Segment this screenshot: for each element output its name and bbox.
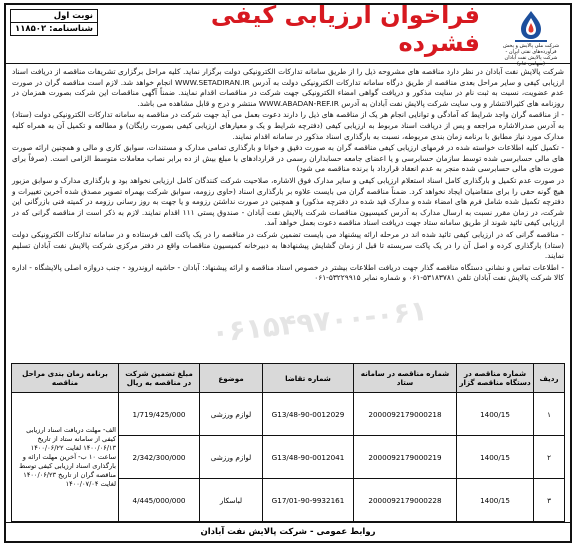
- cell-request-number: 48-90-0012029/G13: [263, 393, 354, 436]
- tenders-table: [11, 363, 565, 522]
- cell-subject: لوازم ورزشی: [200, 393, 263, 436]
- cell-row-number: ۲: [534, 436, 565, 479]
- footer-signature: روابط عمومی - شرکت پالایش نفت آبادان: [6, 522, 570, 541]
- logo-text: شرکت ملی پالایش و پخش فرآورده‌های نفتی ایران - شرکت پالایش نفت آبادان (سهامی عام): [502, 43, 560, 67]
- col-header-guarantee: مبلغ تضمین شرکت در مناقصه به ریال: [119, 364, 200, 393]
- notice-turn: نوبت اول: [11, 10, 97, 23]
- paragraph-guarantee: - مناقصه گرانی که در ارزیابی کیفی تائید شده اند در مرحله ارائه پیشنهاد می بایست تضمین شرکت در مناقصه را در یک پاکت الف فرستاده و در سامانه تدارکات الکترونیکی دولت (ستاد) بارگذاری کرده و اصل آن را در یک پاکت سربسته تا قبل از زمان گشایش پیشنهادها به دبیرخانه کمیسیون مناقصات واقع در دفتر مرکزی شرکت پالایش نفت آبادان تسلیم نمایند.: [12, 229, 564, 261]
- cell-request-number: 48-90-0012041/G13: [263, 436, 354, 479]
- cell-setad-number: 2000092179000219: [354, 436, 457, 479]
- paragraph-contact: - اطلاعات تماس و نشانی دستگاه مناقصه گذار جهت دریافت اطلاعات بیشتر در خصوص اسناد مناقصه و ارائه پیشنهاد: آبادان - حاشیه اروندرود - جنب دروازه اصلی پالایشگاه - اداره کالا شرکت پالایش نفت آبادان تلفن ۵۳۱۸۳۷۸۱-۰۶۱ و شماره نمابر ۵۳۲۲۹۹۱۵-۰۶۱: [12, 262, 564, 283]
- paragraph-intro: شرکت پالایش نفت آبادان در نظر دارد مناقصه های مشروحه ذیل را از طریق سامانه تدارکات الکترونیکی دولت برگزار نماید. کلیه مراحل برگزاری تشریفات مناقصه از دریافت اسناد ارزیابی کیفی و سایر مراحل بعدی مناقصه از طریق درگاه سامانه تدارکات الکترونیکی دولت به آدرس WWW.SETADIRAN.IR انجام خواهد شد. لازم است مناقصه گران در صورت عدم عضویت، نسبت به ثبت نام در سایت مذکور و دریافت گواهی امضاء الکترونیکی جهت شرکت در مناقصات اقدام نمایند. ضمناً آگهی مناقصات این شرکت بصورت همزمان در روزنامه های کثیرالانتشار و وب سایت شرکت پالایش نفت آبادان به آدرس WWW.ABADAN-REF.IR منتشر و درج و قابل مشاهده می باشد.: [12, 67, 565, 108]
- cell-guarantee: 1/719/425/000: [119, 393, 200, 436]
- watermark-text: ۰۶۱۵۴۹۷۰۰-۰۶۱: [209, 293, 429, 350]
- title-wrap: [126, 1, 480, 57]
- col-header-schedule: برنامه زمان بندی مراحل مناقصه: [12, 364, 119, 393]
- cell-tender-number: 1400/15: [457, 479, 534, 522]
- col-header-row-number: ردیف: [534, 364, 565, 393]
- col-header-request-number: شماره تقاضا: [263, 364, 354, 393]
- cell-setad-number: 2000092179000218: [354, 393, 457, 436]
- col-header-setad-number: شماره مناقصه در سامانه ستاد: [354, 364, 457, 393]
- notice-box: [10, 9, 98, 36]
- cell-schedule: الف- مهلت دریافت اسناد ارزیابی کیفی از سامانه ستاد از تاریخ ۱۴۰۰/۰۶/۱۳ لغایت ۱۴۰۰/۰۶/۲۲ ساعت ۱۰ ب- آخرین مهلت ارائه و بارگذاری اسناد ارزیابی کیفی توسط مناقصه گران از تاریخ ۱۴۰۰/۰۶/۲۳ لغایت ۱۴۰۰/۰۷/۰۴: [12, 393, 119, 522]
- paragraph-requirements: - تکمیل کلیه اطلاعات خواسته شده در فرمهای ارزیابی کیفی مناقصه گران به صورت دقیق و خوانا و بارگذاری تمامی مدارک و مستندات، سوابق کاری و مالی و همچنین ارائه صورت های مالی حسابرسی شده توسط سازمان حسابرسی و یا اعضای جامعه حسابداران رسمی در قراردادهای با مبلغ بیش از ده برابر نصاب معاملات متوسط الزامی است. (صرفاً برای صورت های مالی حسابرسی شده منجر به عدم انعقاد قرارداد با برنده مناقصه می شود): [12, 143, 564, 174]
- paragraph-documents: در صورت عدم تکمیل و بارگذاری کامل اسناد استعلام ارزیابی کیفی و سایر مدارک فوق الاشاره، صلاحیت شرکت کنندگان کامل ارزیابی نخواهد بود و بارگذاری مدارک و سوابق مزبور هیچ گونه حقی را برای متقاضیان ایجاد نخواهد کرد. ضمناً مناقصه گران می بایست علاوه بر بارگذاری اسناد (حاوی رزومه، سوابق شرکت بهمراه تصویر مصدق شده آخرین تغییرات و دفترچه تکمیل شده شامل فرم های امضاء شده و مدارک قید شده در دفترچه مذکور) و همچنین در صورت نداشتن رزومه و یا جهت به روز رسانی رزومه در کمیته فنی بازرگانی این شرکت، در زمان مقرر نسبت به ارسال مدارک به آدرس کمیسیون مناقصات شرکت پالایش نفت آبادان - صندوق پستی ۱۱۱ اقدام نمایند. لازم به ذکر است از مناقصه گرانی که در ارزیابی کیفی تائید شوند از طریق سامانه ستاد جهت دریافت اسناد مناقصه دعوت بعمل خواهد آمد.: [12, 175, 565, 228]
- refinery-logo-icon: [511, 9, 551, 43]
- notice-number: شناسنامه: ۱۱۸۵۰۲: [15, 24, 93, 34]
- table-header-row: [12, 364, 565, 393]
- cell-subject: لباسکار: [200, 479, 263, 522]
- cell-subject: لوازم ورزشی: [200, 436, 263, 479]
- cell-setad-number: 2000092179000228: [354, 479, 457, 522]
- announcement-body: [12, 67, 564, 285]
- cell-guarantee: 4/445/000/000: [119, 479, 200, 522]
- cell-tender-number: 1400/15: [457, 393, 534, 436]
- page-title: فراخوان ارزیابی کیفی فشرده: [210, 1, 480, 57]
- advertisement-page: [4, 3, 572, 543]
- header: [6, 1, 570, 67]
- col-header-tender-number: شماره مناقصه در دستگاه مناقصه گزار: [457, 364, 534, 393]
- cell-row-number: ۳: [534, 479, 565, 522]
- paragraph-invitation: - از مناقصه گران واجد شرایط که آمادگی و توانایی انجام هر یک از مناقصه های ذیل را دارند دعوت بعمل می آید جهت شرکت در مناقصه به سامانه تدارکات الکترونیکی دولت (ستاد) به آدرس صدرالاشاره مراجعه و پس از دریافت اسناد مربوط به ارزیابی کیفی (دفترچه شرایط و یک و معیارهای ارزیابی کیفی بصورت رایگان) و مطالعه و تکمیل آن به همراه کلیه مدارک مورد نیاز مطابق با برنامه زمان بندی مربوطه، نسبت به بارگذاری اسناد مذکور در سامانه اقدام نمایند.: [12, 110, 564, 141]
- table-row: [12, 393, 565, 436]
- cell-tender-number: 1400/15: [457, 436, 534, 479]
- cell-request-number: 01-90-9932161/G17: [263, 479, 354, 522]
- col-header-subject: موضوع: [200, 364, 263, 393]
- cell-guarantee: 2/342/300/000: [119, 436, 200, 479]
- cell-row-number: ۱: [534, 393, 565, 436]
- company-logo: [498, 9, 564, 67]
